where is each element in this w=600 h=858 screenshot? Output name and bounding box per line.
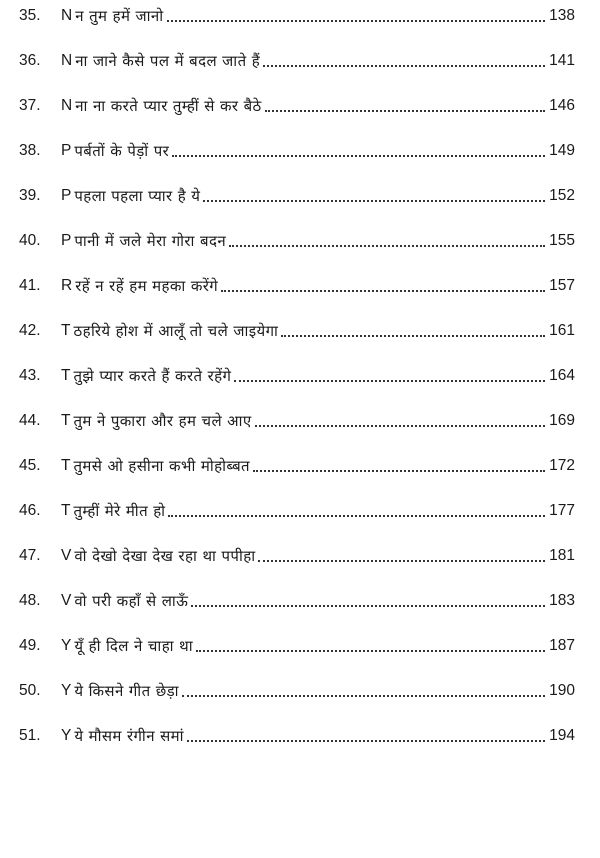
toc-entry bbox=[19, 45, 575, 71]
entry-index-letter: P bbox=[61, 232, 72, 249]
entry-number: 43. bbox=[19, 367, 41, 384]
toc-entry bbox=[19, 90, 575, 116]
entry-page-number: 161 bbox=[549, 322, 575, 339]
entry-index-letter: N bbox=[61, 52, 73, 69]
dot-leader bbox=[168, 514, 545, 517]
entry-index-letter: T bbox=[61, 322, 71, 339]
entry-page-number: 183 bbox=[549, 592, 575, 609]
entry-number: 50. bbox=[19, 682, 41, 699]
dot-leader bbox=[258, 559, 545, 562]
toc-entry bbox=[19, 180, 575, 206]
toc-entry bbox=[19, 405, 575, 431]
entry-number: 38. bbox=[19, 142, 41, 159]
entry-index-letter: N bbox=[61, 97, 73, 114]
entry-number: 45. bbox=[19, 457, 41, 474]
dot-leader bbox=[182, 694, 545, 697]
dot-leader bbox=[229, 244, 545, 247]
entry-title: ना जाने कैसे पल में बदल जाते हैं bbox=[75, 52, 261, 70]
dot-leader bbox=[253, 469, 545, 472]
entry-title: न तुम हमें जानो bbox=[75, 7, 164, 25]
entry-index-letter: V bbox=[61, 547, 72, 564]
entry-index-letter: P bbox=[61, 187, 72, 204]
entry-index-letter: V bbox=[61, 592, 72, 609]
entry-title: यूँ ही दिल ने चाहा था bbox=[74, 637, 194, 655]
entry-title: पहला पहला प्यार है ये bbox=[74, 187, 201, 205]
entry-index-letter: T bbox=[61, 502, 71, 519]
toc-entry bbox=[19, 495, 575, 521]
entry-page-number: 146 bbox=[549, 97, 575, 114]
entry-number: 42. bbox=[19, 322, 41, 339]
dot-leader bbox=[281, 334, 545, 337]
dot-leader bbox=[221, 289, 545, 292]
dot-leader bbox=[234, 379, 545, 382]
toc-entry bbox=[19, 225, 575, 251]
entry-page-number: 187 bbox=[549, 637, 575, 654]
dot-leader bbox=[191, 604, 545, 607]
entry-number: 37. bbox=[19, 97, 41, 114]
entry-page-number: 177 bbox=[549, 502, 575, 519]
entry-index-letter: T bbox=[61, 412, 71, 429]
entry-title: ये किसने गीत छेड़ा bbox=[74, 682, 179, 700]
dot-leader bbox=[263, 64, 545, 67]
dot-leader bbox=[172, 154, 545, 157]
entry-page-number: 138 bbox=[549, 7, 575, 24]
entry-number: 36. bbox=[19, 52, 41, 69]
entry-title: तुझे प्यार करते हैं करते रहेंगे bbox=[73, 367, 232, 385]
entry-index-letter: T bbox=[61, 367, 71, 384]
entry-page-number: 157 bbox=[549, 277, 575, 294]
entry-page-number: 194 bbox=[549, 727, 575, 744]
entry-title: ये मौसम रंगीन समां bbox=[74, 727, 184, 745]
entry-number: 47. bbox=[19, 547, 41, 564]
dot-leader bbox=[255, 424, 546, 427]
entry-number: 41. bbox=[19, 277, 41, 294]
dot-leader bbox=[203, 199, 545, 202]
entry-number: 46. bbox=[19, 502, 41, 519]
entry-index-letter: P bbox=[61, 142, 72, 159]
toc-entry bbox=[19, 315, 575, 341]
toc-entry bbox=[19, 270, 575, 296]
entry-page-number: 155 bbox=[549, 232, 575, 249]
entry-title: पानी में जले मेरा गोरा बदन bbox=[74, 232, 227, 250]
entry-number: 40. bbox=[19, 232, 41, 249]
toc-entry bbox=[19, 0, 575, 26]
entry-title: पर्बतों के पेड़ों पर bbox=[74, 142, 170, 160]
entry-title: वो देखो देखा देख रहा था पपीहा bbox=[74, 547, 256, 565]
dot-leader bbox=[265, 109, 545, 112]
toc-entry bbox=[19, 135, 575, 161]
toc-entry bbox=[19, 585, 575, 611]
entry-title: ठहरिये होश में आलूँ तो चले जाइयेगा bbox=[73, 322, 279, 340]
entry-title: रहें न रहें हम महका करेंगे bbox=[75, 277, 219, 295]
entry-number: 35. bbox=[19, 7, 41, 24]
entry-number: 48. bbox=[19, 592, 41, 609]
entry-page-number: 164 bbox=[549, 367, 575, 384]
entry-number: 49. bbox=[19, 637, 41, 654]
entry-page-number: 169 bbox=[549, 412, 575, 429]
entry-number: 51. bbox=[19, 727, 41, 744]
toc-entry bbox=[19, 360, 575, 386]
entry-page-number: 172 bbox=[549, 457, 575, 474]
dot-leader bbox=[196, 649, 545, 652]
toc-entry bbox=[19, 450, 575, 476]
entry-number: 44. bbox=[19, 412, 41, 429]
toc-entry bbox=[19, 540, 575, 566]
entry-title: तुमसे ओ हसीना कभी मोहोब्बत bbox=[73, 457, 250, 475]
entry-page-number: 181 bbox=[549, 547, 575, 564]
entry-title: तुम्हीं मेरे मीत हो bbox=[73, 502, 166, 520]
entry-number: 39. bbox=[19, 187, 41, 204]
entry-title: वो परी कहाँ से लाऊँ bbox=[74, 592, 189, 610]
dot-leader bbox=[167, 19, 546, 22]
toc-entry bbox=[19, 675, 575, 701]
entry-title: ना ना करते प्यार तुम्हीं से कर बैठे bbox=[75, 97, 262, 115]
dot-leader bbox=[187, 739, 545, 742]
entry-page-number: 190 bbox=[549, 682, 575, 699]
entry-page-number: 149 bbox=[549, 142, 575, 159]
entry-title: तुम ने पुकारा और हम चले आए bbox=[73, 412, 252, 430]
entry-index-letter: T bbox=[61, 457, 71, 474]
entry-index-letter: N bbox=[61, 7, 73, 24]
entry-page-number: 152 bbox=[549, 187, 575, 204]
toc-entry bbox=[19, 720, 575, 746]
entry-index-letter: Y bbox=[61, 682, 72, 699]
entry-page-number: 141 bbox=[549, 52, 575, 69]
toc-entry bbox=[19, 630, 575, 656]
entry-index-letter: Y bbox=[61, 637, 72, 654]
entry-index-letter: R bbox=[61, 277, 73, 294]
entry-index-letter: Y bbox=[61, 727, 72, 744]
